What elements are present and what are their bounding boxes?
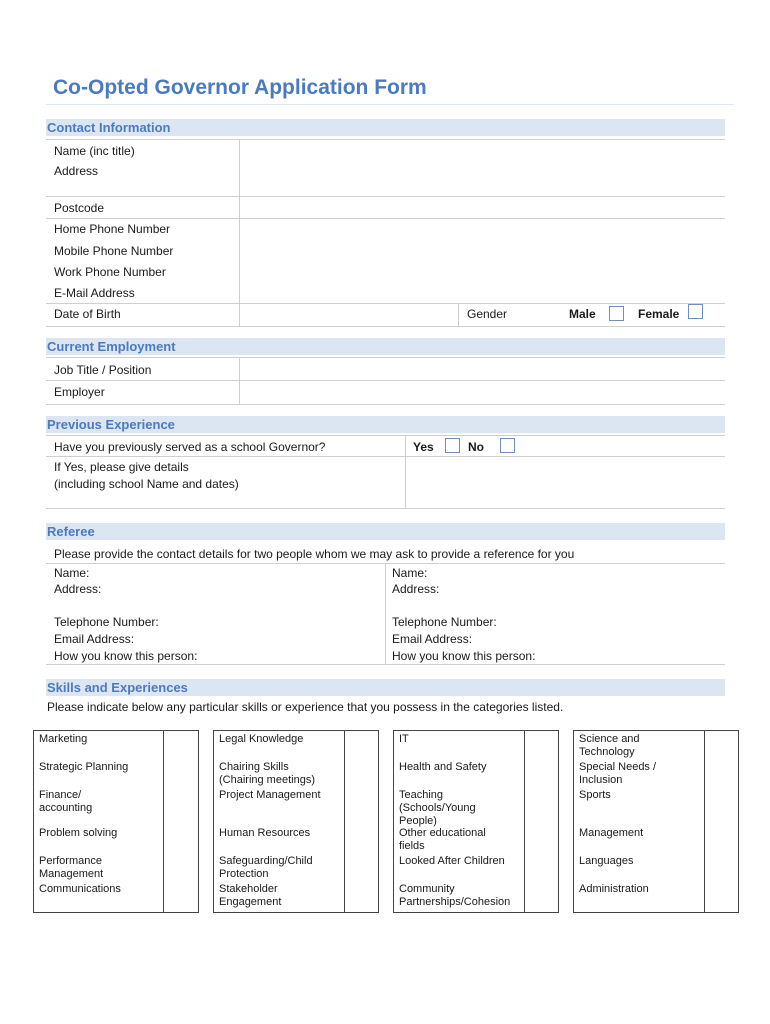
no-checkbox[interactable] bbox=[500, 438, 515, 453]
skills-column-4 bbox=[573, 730, 739, 913]
details-label-line2: (including school Name and dates) bbox=[54, 477, 239, 491]
job-title-field[interactable] bbox=[240, 358, 725, 380]
yes-checkbox[interactable] bbox=[445, 438, 460, 453]
contact-row-divider bbox=[46, 326, 725, 327]
title-divider bbox=[46, 104, 734, 105]
section-contact-heading: Contact Information bbox=[46, 119, 725, 136]
employment-row-divider bbox=[46, 404, 725, 405]
referee2-address-label: Address: bbox=[392, 582, 440, 596]
referee2-know-label: How you know this person: bbox=[392, 649, 536, 663]
skills-column-2 bbox=[213, 730, 379, 913]
email-label: E-Mail Address bbox=[54, 286, 135, 300]
referee2-email-label: Email Address: bbox=[392, 632, 473, 646]
experience-row-divider bbox=[46, 508, 725, 509]
skill-problem-solving: Problem solving bbox=[39, 827, 118, 839]
skill-finance: Finance/ accounting bbox=[39, 789, 93, 814]
mobile-phone-label: Mobile Phone Number bbox=[54, 244, 174, 258]
details-label-line1: If Yes, please give details bbox=[54, 460, 189, 474]
governor-question-label: Have you previously served as a school Governor? bbox=[54, 440, 326, 454]
male-checkbox[interactable] bbox=[609, 306, 624, 321]
name-label: Name (inc title) bbox=[54, 144, 135, 158]
skill-human-resources: Human Resources bbox=[219, 827, 311, 839]
skills-intro: Please indicate below any particular skills or experience that you possess in the categories listed. bbox=[47, 700, 564, 714]
dob-label: Date of Birth bbox=[54, 307, 121, 321]
skill-teaching: Teaching (Schools/Young People) bbox=[399, 789, 476, 827]
skill-safeguarding: Safeguarding/Child Protection bbox=[219, 855, 313, 880]
referee1-know-label: How you know this person: bbox=[54, 649, 198, 663]
referee2-name-label: Name: bbox=[392, 566, 428, 580]
skill-administration: Administration bbox=[579, 883, 649, 895]
address-field[interactable] bbox=[240, 160, 725, 196]
name-field[interactable] bbox=[240, 140, 725, 158]
male-label: Male bbox=[569, 307, 596, 321]
skill-marketing: Marketing bbox=[39, 733, 88, 745]
skill-health-safety: Health and Safety bbox=[399, 761, 487, 773]
section-employment-heading: Current Employment bbox=[46, 338, 725, 355]
skill-it: IT bbox=[399, 733, 409, 745]
section-skills-heading: Skills and Experiences bbox=[46, 679, 725, 696]
skill-languages: Languages bbox=[579, 855, 634, 867]
skill-stakeholder-engagement: Stakeholder Engagement bbox=[219, 883, 282, 908]
skill-community-partnerships: Community Partnerships/Cohesion bbox=[399, 883, 511, 908]
skill-looked-after-children: Looked After Children bbox=[399, 855, 505, 867]
skills-column-1 bbox=[33, 730, 199, 913]
experience-details-field[interactable] bbox=[406, 457, 725, 508]
skills-col3-checkbox-area[interactable] bbox=[525, 731, 558, 912]
skill-communications: Communications bbox=[39, 883, 121, 895]
contact-row-divider bbox=[46, 196, 725, 197]
skill-special-needs: Special Needs / Inclusion bbox=[579, 761, 657, 786]
skill-sports: Sports bbox=[579, 789, 611, 801]
contact-column-divider bbox=[458, 303, 459, 326]
page-title: Co-Opted Governor Application Form bbox=[53, 76, 427, 99]
skill-strategic-planning: Strategic Planning bbox=[39, 761, 129, 773]
work-phone-label: Work Phone Number bbox=[54, 265, 166, 279]
dob-field[interactable] bbox=[240, 304, 458, 326]
skill-science-technology: Science and Technology bbox=[579, 733, 640, 758]
referee-intro: Please provide the contact details for two people whom we may ask to provide a reference for you bbox=[54, 547, 575, 561]
referee1-name-label: Name: bbox=[54, 566, 90, 580]
referee-1[interactable] bbox=[46, 564, 385, 664]
employer-label: Employer bbox=[54, 385, 105, 399]
referee1-address-label: Address: bbox=[54, 582, 102, 596]
skill-other-educational: Other educational fields bbox=[399, 827, 486, 852]
skill-management: Management bbox=[579, 827, 644, 839]
yes-label: Yes bbox=[413, 440, 434, 454]
skills-col1-checkbox-area[interactable] bbox=[164, 731, 198, 912]
referee2-telephone-label: Telephone Number: bbox=[392, 615, 497, 629]
employer-field[interactable] bbox=[240, 381, 725, 404]
skill-performance-management: Performance Management bbox=[39, 855, 104, 880]
referee-2[interactable] bbox=[386, 564, 725, 664]
skills-column-3 bbox=[393, 730, 559, 913]
skill-chairing: Chairing Skills (Chairing meetings) bbox=[219, 761, 315, 786]
referee1-telephone-label: Telephone Number: bbox=[54, 615, 159, 629]
skills-col4-checkbox-area[interactable] bbox=[705, 731, 738, 912]
female-checkbox[interactable] bbox=[688, 304, 703, 319]
job-title-label: Job Title / Position bbox=[54, 363, 152, 377]
postcode-label: Postcode bbox=[54, 201, 105, 215]
skill-project-management: Project Management bbox=[219, 789, 321, 801]
female-label: Female bbox=[638, 307, 680, 321]
referee-row-divider bbox=[46, 664, 725, 665]
gender-label: Gender bbox=[467, 307, 508, 321]
section-referee-heading: Referee bbox=[46, 523, 725, 540]
referee1-email-label: Email Address: bbox=[54, 632, 135, 646]
home-phone-label: Home Phone Number bbox=[54, 222, 171, 236]
address-label: Address bbox=[54, 164, 99, 178]
section-experience-heading: Previous Experience bbox=[46, 416, 725, 433]
skill-legal-knowledge: Legal Knowledge bbox=[219, 733, 304, 745]
skills-col2-checkbox-area[interactable] bbox=[345, 731, 378, 912]
contact-row-divider bbox=[46, 218, 725, 219]
experience-row-divider bbox=[46, 435, 725, 436]
no-label: No bbox=[468, 440, 484, 454]
